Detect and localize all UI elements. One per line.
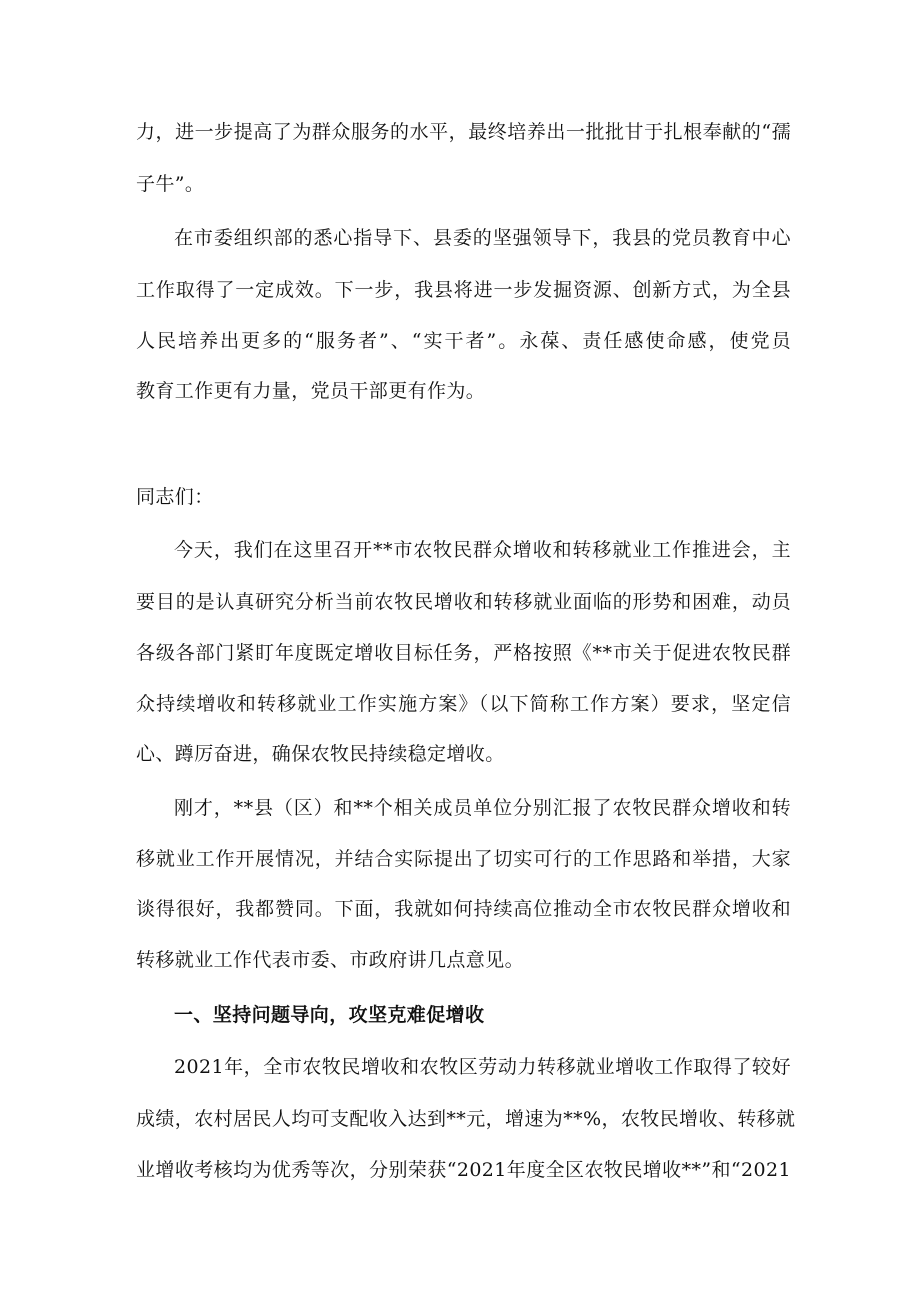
- paragraph-3-line-4: 众持续增收和转移就业工作实施方案》（以下简称工作方案）要求，坚定信: [136, 693, 791, 715]
- paragraph-2-line-4: 教育工作更有力量，党员干部更有作为。: [136, 380, 486, 402]
- greeting: 同志们：: [136, 486, 214, 508]
- section-heading-1: 一、坚持问题导向，攻坚克难促增收: [174, 1004, 485, 1026]
- paragraph-4-line-4: 转移就业工作代表市委、市政府讲几点意见。: [136, 949, 525, 971]
- paragraph-3-line-1: 今天，我们在这里召开**市农牧民群众增收和转移就业工作推进会，主: [174, 539, 791, 561]
- paragraph-2-line-2: 工作取得了一定成效。下一步，我县将进一步发掘资源、创新方式，为全县: [136, 279, 791, 301]
- paragraph-1-line-2: 子牛”。: [136, 173, 205, 195]
- paragraph-4-line-1: 刚才，**县（区）和**个相关成员单位分别汇报了农牧民群众增收和转: [174, 797, 791, 819]
- paragraph-3-line-2: 要目的是认真研究分析当前农牧民增收和转移就业面临的形势和困难，动员: [136, 591, 791, 613]
- paragraph-2-line-1: 在市委组织部的悉心指导下、县委的坚强领导下，我县的党员教育中心: [174, 227, 791, 249]
- paragraph-2-line-3: 人民培养出更多的“服务者”、“实干者”。永葆、责任感使命感，使党员: [136, 330, 791, 352]
- paragraph-5-line-3: 业增收考核均为优秀等次，分别荣获“2021年度全区农牧民增收**”和“2021: [136, 1159, 791, 1181]
- paragraph-4-line-3: 谈得很好，我都赞同。下面，我就如何持续高位推动全市农牧民群众增收和: [136, 898, 791, 920]
- paragraph-4-line-2: 移就业工作开展情况，并结合实际提出了切实可行的工作思路和举措，大家: [136, 848, 791, 870]
- paragraph-3-line-5: 心、蹲厉奋进，确保农牧民持续稳定增收。: [136, 743, 505, 765]
- paragraph-5-line-1: 2021年，全市农牧民增收和农牧区劳动力转移就业增收工作取得了较好: [174, 1056, 791, 1078]
- paragraph-1-line-1: 力，进一步提高了为群众服务的水平，最终培养出一批批甘于扎根奉献的“孺: [136, 121, 791, 143]
- paragraph-3-line-3: 各级各部门紧盯年度既定增收目标任务，严格按照《**市关于促进农牧民群: [136, 642, 791, 664]
- paragraph-5-line-2: 成绩，农村居民人均可支配收入达到**元，增速为**%，农牧民增收、转移就: [136, 1108, 796, 1130]
